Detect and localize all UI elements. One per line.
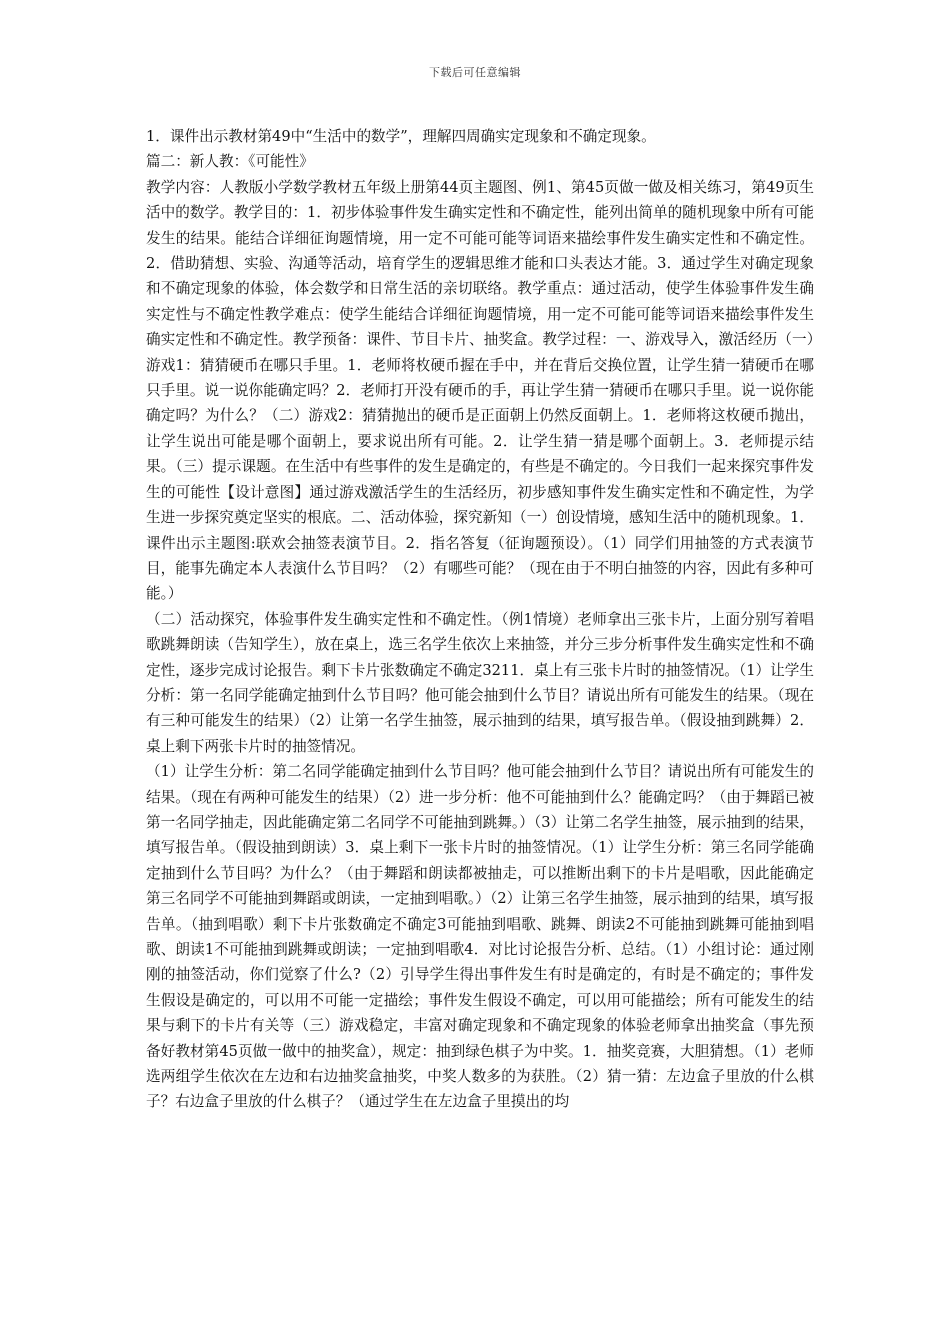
page-header: 下载后可任意编辑 xyxy=(429,66,521,79)
document-body xyxy=(146,124,814,1115)
paragraph-5: （1）让学生分析：第二名同学能确定抽到什么节目吗？他可能会抽到什么节目？请说出所有可能发生的结果。（现在有两种可能发生的结果）（2）进一步分析：他不可能抽到什么？能确定吗？（由于舞蹈已被第一名同学抽走，因此能确定第二名同学不可能抽到跳舞。）（3）让第二名学生抽签，展示抽到的结果，填写报告单。（假设抽到朗读）3．桌上剩下一张卡片时的抽签情况。（1）让学生分析：第三名同学能确定抽到什么节目吗？为什么？（由于舞蹈和朗读都被抽走，可以推断出剩下的卡片是唱歌，因此能确定第三名同学不可能抽到舞蹈或朗读，一定抽到唱歌。）（2）让第三名学生抽签，展示抽到的结果，填写报告单。（抽到唱歌）剩下卡片张数确定不确定3可能抽到唱歌、跳舞、朗读2不可能抽到跳舞可能抽到唱歌、朗读1不可能抽到跳舞或朗读；一定抽到唱歌4．对比讨论报告分析、总结。（1）小组讨论：通过刚刚的抽签活动，你们觉察了什么?（2）引导学生得出事件发生有时是确定的，有时是不确定的；事件发生假设是确定的，可以用不可能一定描绘；事件发生假设不确定，可以用可能描绘；所有可能发生的结果与剩下的卡片有关等（三）游戏稳定，丰富对确定现象和不确定现象的体验老师拿出抽奖盒（事先预备好教材第45页做一做中的抽奖盒），规定：抽到绿色棋子为中奖。1．抽奖竞赛，大胆猜想。（1）老师选两组学生依次在左边和右边抽奖盒抽奖，中奖人数多的为获胜。（2）猜一猜：左边盒子里放的什么棋子？右边盒子里放的什么棋子？（通过学生在左边盒子里摸出的均 xyxy=(146,763,814,1111)
paragraph-4: （二）活动探究，体验事件发生确实定性和不确定性。（例1情境）老师拿出三张卡片，上面分别写着唱歌跳舞朗读（告知学生），放在桌上，选三名学生依次上来抽签，并分三步分析事件发生确实定性和不确定性，逐步完成讨论报告。剩下卡片张数确定不确定3211．桌上有三张卡片时的抽签情况。（1）让学生分析：第一名同学能确定抽到什么节目吗？他可能会抽到什么节目？请说出所有可能发生的结果。（现在有三种可能发生的结果）（2）让第一名学生抽签，展示抽到的结果，填写报告单。（假设抽到跳舞）2．桌上剩下两张卡片时的抽签情况。 xyxy=(146,610,814,755)
paragraph-1: 1．课件出示教材第49中“生活中的数学”，理解四周确实定现象和不确定现象。 xyxy=(146,128,656,145)
paragraph-2: 篇二：新人教：《可能性》 xyxy=(146,153,314,171)
paragraph-3: 教学内容：人教版小学数学教材五年级上册第44页主题图、例1、第45页做一做及相关练习，第49页生活中的数学。教学目的：1．初步体验事件发生确实定性和不确定性，能列出简单的随机现象中所有可能发生的结果。能结合详细征询题情境，用一定不可能可能等词语来描绘事件发生确实定性和不确定性。2．借助猜想、实验、沟通等活动，培育学生的逻辑思维才能和口头表达才能。3．通过学生对确定现象和不确定现象的体验，体会数学和日常生活的亲切联络。教学重点：通过活动，使学生体验事件发生确实定性与不确定性教学难点：使学生能结合详细征询题情境，用一定不可能可能等词语来描绘事件发生确实定性和不确定性。教学预备：课件、节目卡片、抽奖盒。教学过程：一、游戏导入，激活经历（一）游戏1：猜猜硬币在哪只手里。1．老师将枚硬币握在手中，并在背后交换位置，让学生猜一猜硬币在哪只手里。说一说你能确定吗？2．老师打开没有硬币的手，再让学生猜一猜硬币在哪只手里。说一说你能确定吗？为什么？（二）游戏2：猜猜抛出的硬币是正面朝上仍然反面朝上。1．老师将这枚硬币抛出，让学生说出可能是哪个面朝上，要求说出所有可能。2．让学生猜一猜是哪个面朝上。3．老师提示结果。（三）提示课题。在生活中有些事件的发生是确定的，有些是不确定的。今日我们一起来探究事件发生的可能性【设计意图】通过游戏激活学生的生活经历，初步感知事件发生确实定性和不确定性，为学生进一步探究奠定坚实的根底。二、活动体验，探究新知（一）创设情境，感知生活中的随机现象。1．课件出示主题图:联欢会抽签表演节目。2．指名答复（征询题预设）。（1）同学们用抽签的方式表演节目，能事先确定本人表演什么节目吗？（2）有哪些可能？（现在由于不明白抽签的内容，因此有多种可能。） xyxy=(146,178,814,603)
